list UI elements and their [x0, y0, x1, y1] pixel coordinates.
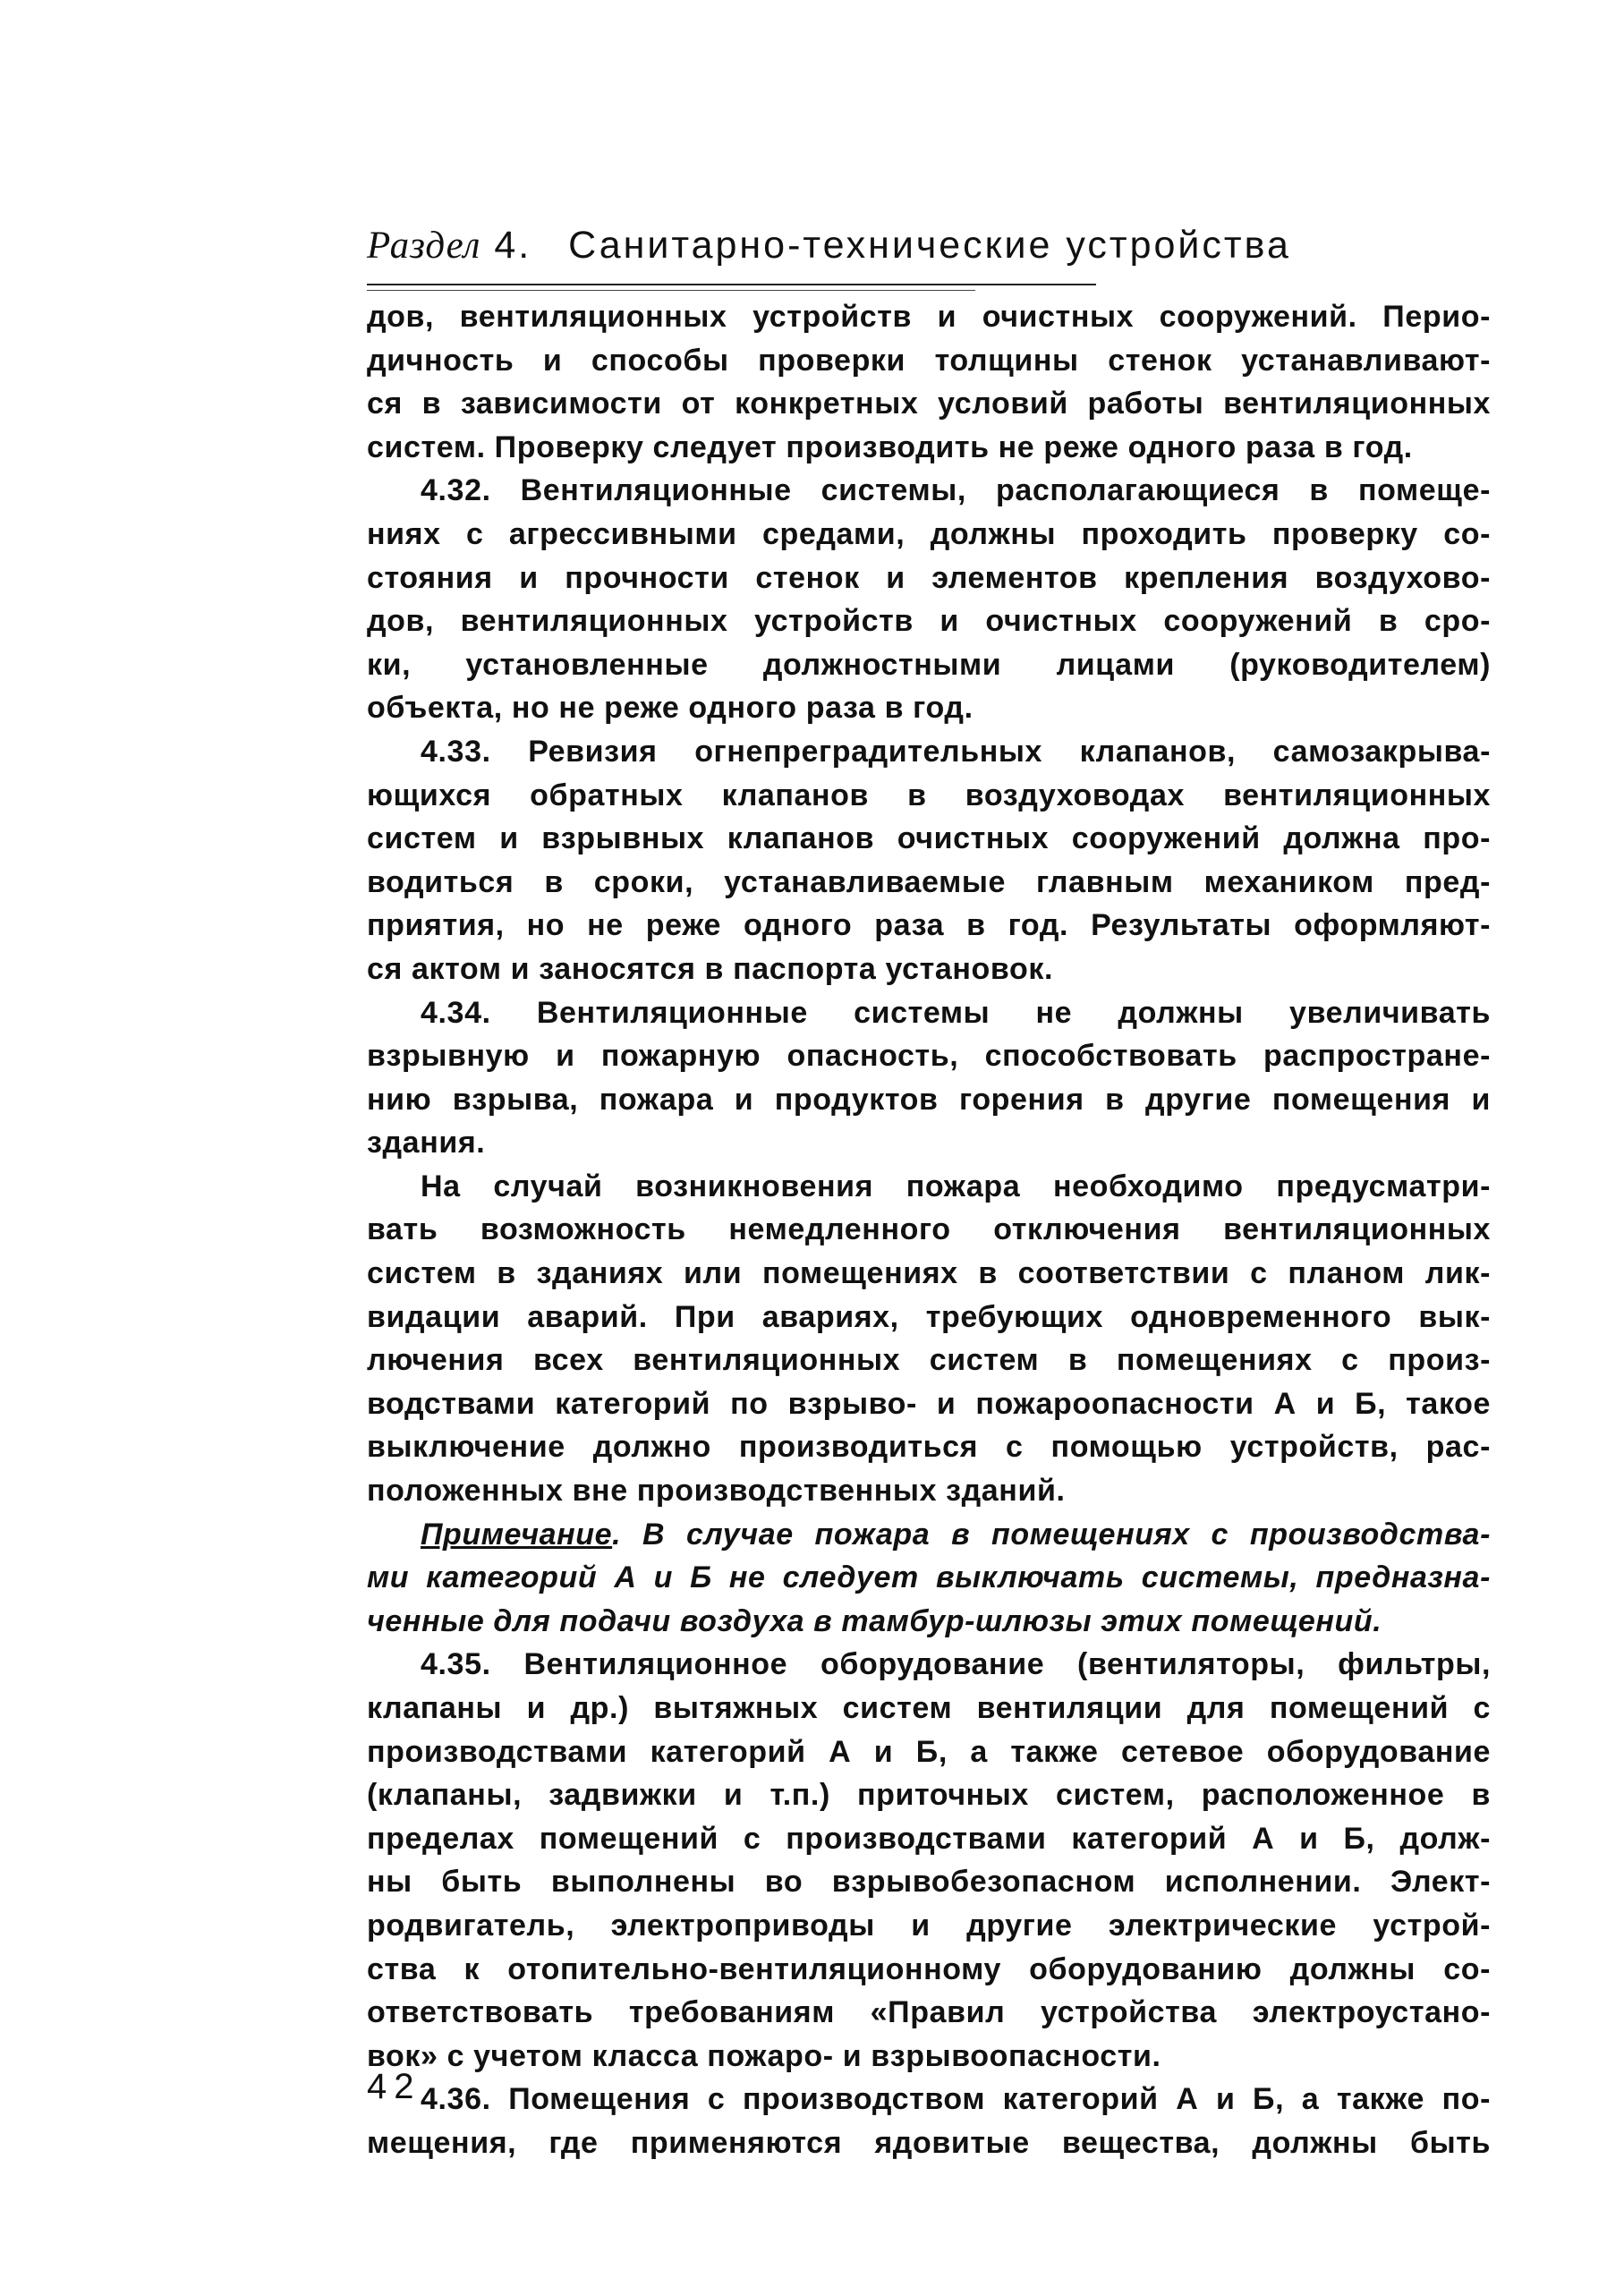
text-line: 4.35. Вентиляционное оборудование (вентиляторы, фильтры,: [421, 1647, 1491, 1682]
text-line: положенных вне производственных зданий.: [367, 1474, 1066, 1509]
text-line: ющихся обратных клапанов в воздуховодах вентиляционных: [367, 778, 1491, 812]
text-line: клапаны и др.) вытяжных систем вентиляции для помещений с: [367, 1691, 1491, 1725]
text-line: (клапаны, задвижки и т.п.) приточных систем, расположенное в: [367, 1778, 1491, 1813]
note-block: [367, 1513, 1491, 1644]
text-line: видации аварий. При авариях, требующих одновременного вык-: [367, 1299, 1491, 1334]
section-title: Санитарно-технические устройства: [568, 224, 1291, 267]
text-line: здания.: [367, 1126, 486, 1161]
text-line: 4.34. Вентиляционные системы не должны увеличивать: [421, 995, 1491, 1030]
text-line: водствами категорий по взрыво- и пожароопасности А и Б, такое: [367, 1386, 1491, 1421]
note-line: ченные для подачи воздуха в тамбур-шлюзы этих помещений.: [367, 1603, 1382, 1638]
text-line: систем в зданиях или помещениях в соответствии с планом лик-: [367, 1256, 1491, 1291]
text-line: стояния и прочности стенок и элементов крепления воздухово-: [367, 560, 1491, 595]
text-line: ся в зависимости от конкретных условий работы вентиляционных: [367, 387, 1491, 421]
text-line: 4.32. Вентиляционные системы, располагающиеся в помеще-: [421, 473, 1491, 508]
paragraphs-before-note: [367, 295, 1491, 1513]
text-line: вок» с учетом класса пожаро- и взрывоопасности.: [367, 2038, 1161, 2073]
page-number: 42: [367, 2067, 421, 2106]
text-line: систем и взрывных клапанов очистных сооружений должна про-: [367, 821, 1491, 856]
section-label: Раздел: [367, 225, 481, 267]
text-line: ки, установленные должностными лицами (руководителем): [367, 647, 1491, 682]
text-line: ны быть выполнены во взрывобезопасном исполнении. Элект-: [367, 1865, 1491, 1900]
text-line: нию взрыва, пожара и продуктов горения в другие помещения и: [367, 1082, 1491, 1117]
text-line: дов, вентиляционных устройств и очистных сооружений в сро-: [367, 604, 1491, 639]
text-line: На случай возникновения пожара необходимо предусматри-: [421, 1169, 1491, 1203]
text-line: родвигатель, электроприводы и другие электрические устрой-: [367, 1908, 1491, 1943]
text-line: 4.36. Помещения с производством категорий А и Б, а также по-: [421, 2082, 1491, 2117]
text-line: дов, вентиляционных устройств и очистных сооружений. Перио-: [367, 300, 1491, 334]
running-header: [367, 224, 1306, 277]
text-line: дичность и способы проверки толщины стенок устанавливают-: [367, 343, 1491, 378]
note-label: Примечание: [421, 1517, 613, 1552]
paragraphs-after-note: [367, 1643, 1491, 2164]
note-text-first: . В случае пожара в помещениях с производства-: [612, 1517, 1491, 1552]
section-number: 4.: [494, 224, 532, 267]
text-line: выключение должно производиться с помощью устройств, рас-: [367, 1430, 1491, 1465]
note-line: ми категорий А и Б не следует выключать системы, предназна-: [367, 1560, 1491, 1595]
text-line: 4.33. Ревизия огнепреградительных клапанов, самозакрыва-: [421, 734, 1491, 769]
header-rule: [367, 284, 1096, 285]
text-line: приятия, но не реже одного раза в год. Результаты оформляют-: [367, 908, 1491, 943]
text-line: водиться в сроки, устанавливаемые главным механиком пред-: [367, 864, 1491, 899]
text-line: вать возможность немедленного отключения вентиляционных: [367, 1212, 1491, 1247]
text-line: ся актом и заносятся в паспорта установок.: [367, 951, 1054, 986]
text-line: пределах помещений с производствами категорий А и Б, долж-: [367, 1821, 1491, 1856]
text-line: производствами категорий А и Б, а также сетевое оборудование: [367, 1734, 1491, 1769]
text-line: объекта, но не реже одного раза в год.: [367, 691, 974, 726]
text-line: ства к отопительно-вентиляционному оборудованию должны со-: [367, 1951, 1491, 1986]
body-text: [367, 295, 1491, 2165]
text-line: лючения всех вентиляционных систем в помещениях с произ-: [367, 1343, 1491, 1378]
text-line: систем. Проверку следует производить не реже одного раза в год.: [367, 429, 1413, 464]
header-rule-secondary: [367, 290, 975, 291]
text-line: ответствовать требованиям «Правил устройства электроустано-: [367, 1995, 1491, 2030]
text-line: ниях с агрессивными средами, должны проходить проверку со-: [367, 516, 1491, 551]
note-line: [367, 1513, 1491, 1557]
text-line: взрывную и пожарную опасность, способствовать распростране-: [367, 1039, 1491, 1074]
text-line: мещения, где применяются ядовитые вещества, должны быть: [367, 2125, 1491, 2160]
